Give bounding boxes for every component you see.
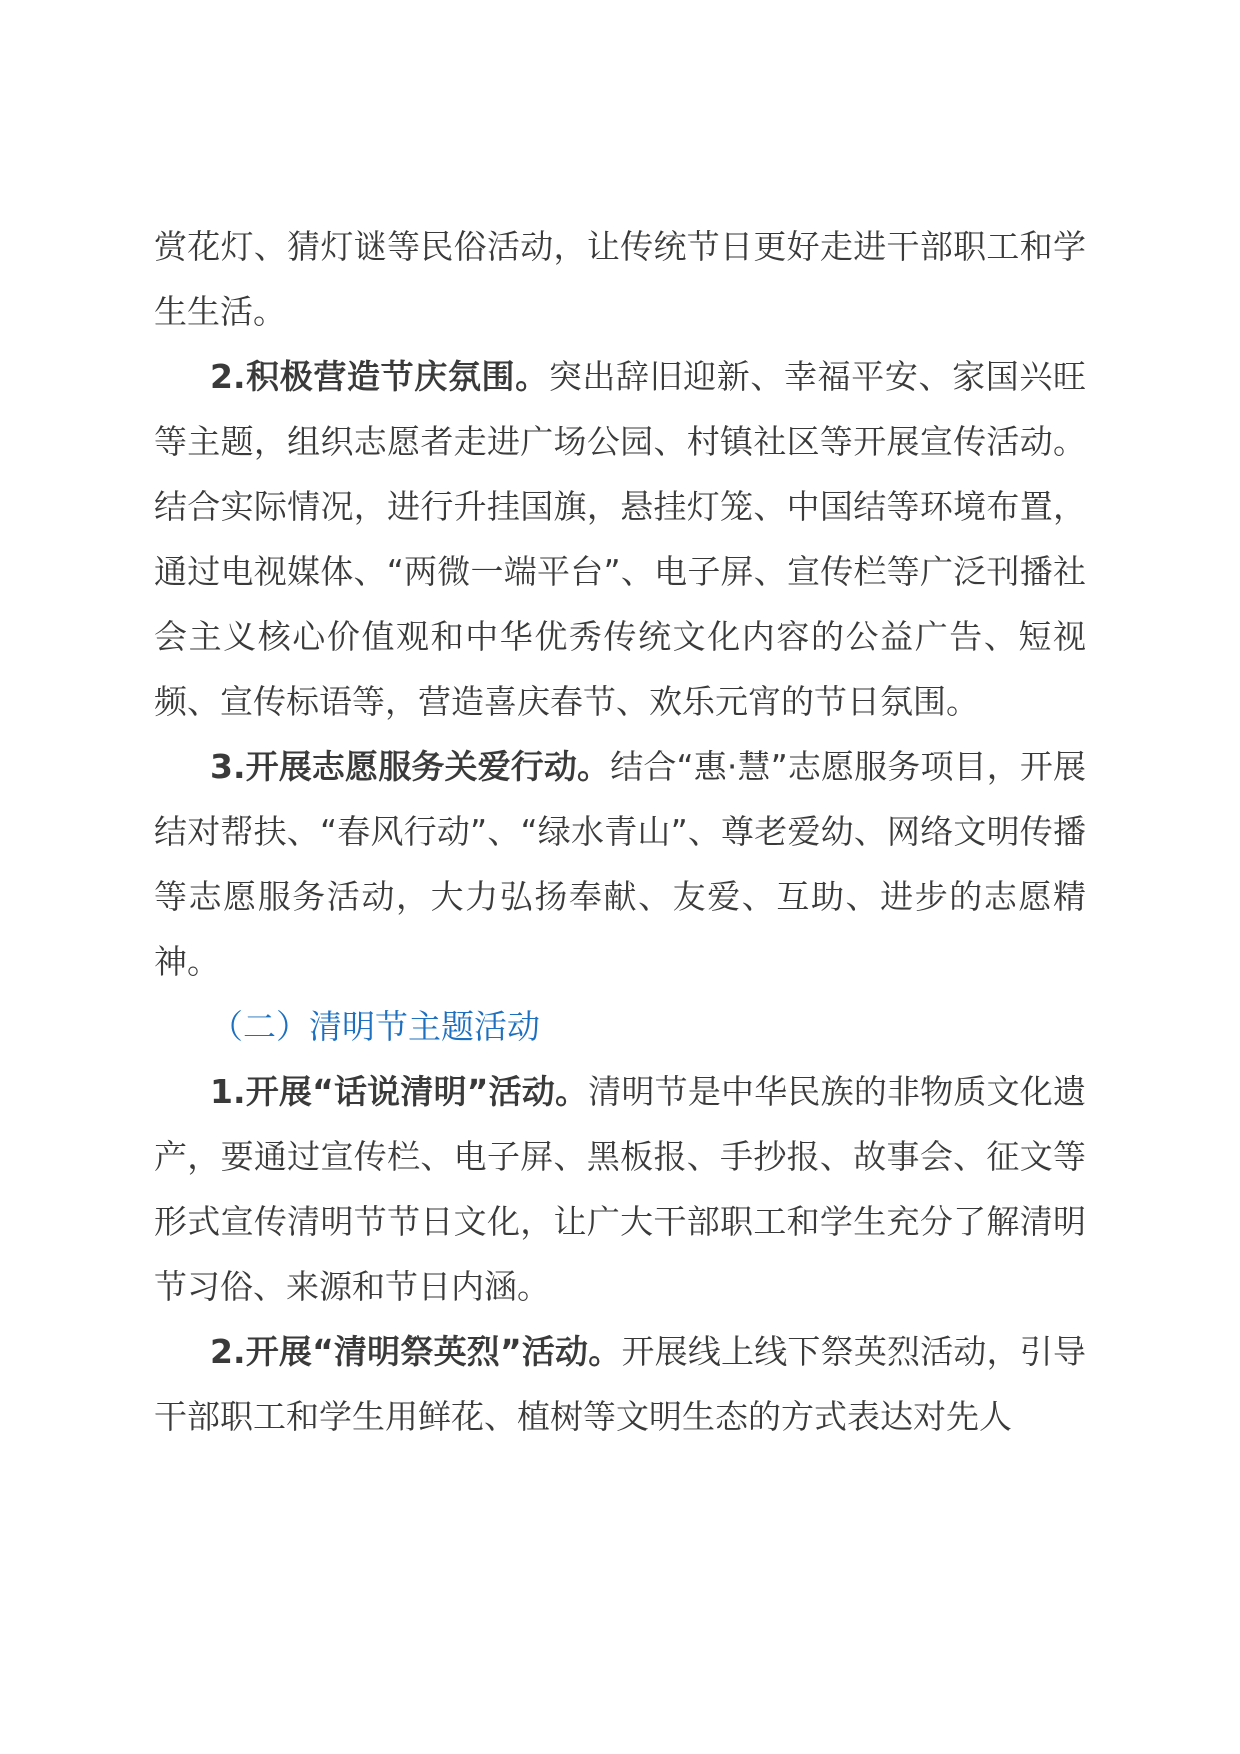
paragraph-lead: 3.开展志愿服务关爱行动。 [210,747,611,786]
paragraph-qingming-talk [154,1059,1086,1319]
section-heading: （二）清明节主题活动 [210,1007,540,1046]
paragraph-martyrs-memorial [154,1319,1086,1449]
paragraph-lead: 1.开展“话说清明”活动。 [210,1072,589,1111]
paragraph-text: 赏花灯、猜灯谜等民俗活动，让传统节日更好走进干部职工和学生生活。 [154,227,1086,331]
paragraph-volunteer-action [154,734,1086,994]
document-body [154,214,1086,1449]
paragraph-text: 结合“惠·慧”志愿服务项目，开展结对帮扶、“春风行动”、“绿水青山”、尊老爱幼、网络文明传播等志愿服务活动，大力弘扬奉献、友爱、互助、进步的志愿精神。 [154,747,1087,981]
paragraph-text: 突出辞旧迎新、幸福平安、家国兴旺等主题，组织志愿者走进广场公园、村镇社区等开展宣传活动。结合实际情况，进行升挂国旗，悬挂灯笼、中国结等环境布置，通过电视媒体、“两微一端平台”、电子屏、宣传栏等广泛刊播社会主义核心价值观和中华优秀传统文化内容的公益广告、短视频、宣传标语等，营造喜庆春节、欢乐元宵的节日氛围。 [154,357,1087,721]
paragraph-continuation [154,214,1086,344]
paragraph-festive-atmosphere [154,344,1086,734]
paragraph-lead: 2.积极营造节庆氛围。 [210,357,549,396]
paragraph-text: 清明节是中华民族的非物质文化遗产，要通过宣传栏、电子屏、黑板报、手抄报、故事会、征文等形式宣传清明节节日文化，让广大干部职工和学生充分了解清明节习俗、来源和节日内涵。 [154,1072,1087,1306]
paragraph-lead: 2.开展“清明祭英烈”活动。 [210,1332,622,1371]
paragraph-text: 开展线上线下祭英烈活动，引导干部职工和学生用鲜花、植树等文明生态的方式表达对先人 [154,1332,1087,1436]
